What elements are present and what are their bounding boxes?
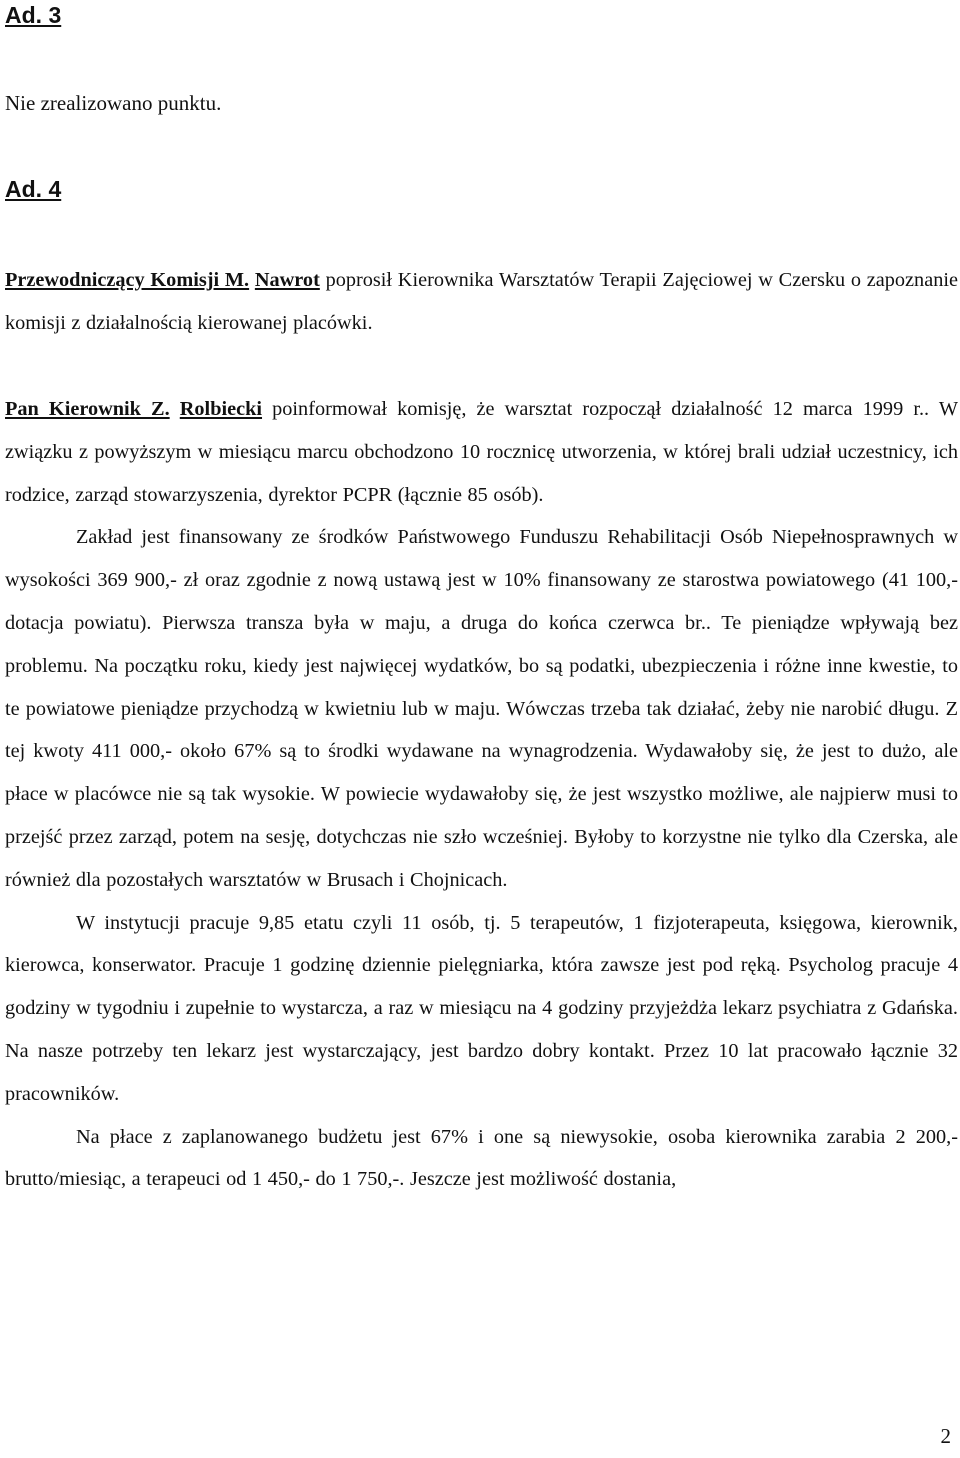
paragraph-chair-request [5, 259, 958, 345]
paragraph-salaries: Na płace z zaplanowanego budżetu jest 67% i one są niewysokie, osoba kierownika zarabia 2 200,- brutto/miesiąc, a terapeuci od 1 450,- do 1 750,-. Jeszcze jest możliwość dostania, [5, 1125, 958, 1191]
page-number: 2 [940, 1424, 951, 1448]
speaker-manager-surname: Rolbiecki [179, 398, 263, 420]
paragraph-manager-text: poinformował komisję, że warsztat rozpoczął działalność 12 marca 1999 r.. W związku z powyższym w miesiącu marcu obchodzono 10 rocznicę utworzenia, w której brali udział uczestnicy, ich rodzice, zarząd stowarzyszenia, dyrektor PCPR (łącznie 85 osób). [5, 398, 958, 506]
ad-3-text: Nie zrealizowano punktu. [5, 91, 222, 115]
speaker-manager-title: Pan Kierownik Z. [5, 398, 170, 420]
speaker-chair-title: Przewodniczący Komisji M. [5, 269, 250, 291]
paragraph-financing: Zakład jest finansowany ze środków Państwowego Funduszu Rehabilitacji Osób Niepełnosprawnych w wysokości 369 900,- zł oraz zgodnie z nową ustawą jest w 10% finansowany ze starostwa powiatowego (41 100,- dotacja powiatu). Pierwsza transza była w maju, a druga do końca czerwca br.. Te pieniądze wpływają bez problemu. Na początku roku, kiedy jest najwięcej wydatków, bo są podatki, ubezpieczenia i różne inne kwestie, to te powiatowe pieniądze przychodzą w kwietniu lub w maju. Wówczas trzeba tak działać, żeby nie narobić długu. Z tej kwoty 411 000,- około 67% są to środki wydawane na wynagrodzenia. Wydawałoby się, że jest to dużo, ale płace w placówce nie są tak wysokie. W powiecie wydawałoby się, że jest wszystko możliwe, ale najpierw musi to przejść przez zarząd, potem na sesję, dotychczas nie szło wcześniej. Byłoby to korzystne nie tylko dla Czerska, ale również dla pozostałych warsztatów w Brusach i Chojnicach. [5, 526, 958, 891]
paragraph-chair-text: poprosił Kierownika Warsztatów Terapii Zajęciowej w Czersku o zapoznanie komisji z działalnością kierowanej placówki. [5, 269, 958, 334]
speaker-chair-surname: Nawrot [254, 269, 320, 291]
paragraph-staff: W instytucji pracuje 9,85 etatu czyli 11 osób, tj. 5 terapeutów, 1 fizjoterapeuta, księgowa, kierownik, kierowca, konserwator. Pracuje 1 godzinę dziennie pielęgniarka, która zawsze jest pod ręką. Psycholog pracuje 4 godziny w tygodniu i zupełnie to wystarcza, a raz w miesiącu na 4 godziny przyjeżdża lekarz psychiatra z Gdańska. Na nasze potrzeby ten lekarz jest wystarczający, jest bardzo dobry kontakt. Przez 10 lat pracowało łącznie 32 pracowników. [5, 911, 958, 1105]
paragraph-manager-report [5, 388, 958, 1201]
heading-ad-4: Ad. 4 [5, 176, 62, 202]
heading-ad-3: Ad. 3 [5, 2, 62, 28]
